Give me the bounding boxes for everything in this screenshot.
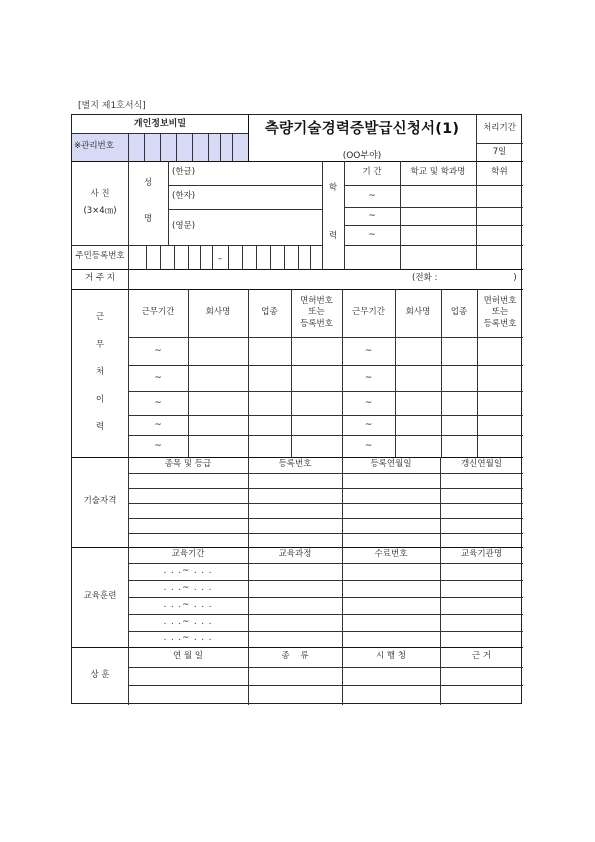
career-header-company: 회사명 bbox=[405, 307, 431, 318]
address-phone-open: (전화 : bbox=[412, 273, 438, 284]
training-label: 교육훈련 bbox=[83, 591, 117, 602]
career-label-char: 력 bbox=[95, 422, 105, 433]
career-label-char: 무 bbox=[95, 339, 105, 350]
training-period-mark: . . .~ . . . bbox=[163, 633, 213, 644]
name-hanja-field[interactable]: (한자) bbox=[172, 191, 196, 202]
career-header-period: 근무기간 bbox=[352, 307, 385, 318]
training-header-certificate: 수료번호 bbox=[374, 549, 408, 560]
career-label-char: 처 bbox=[95, 367, 105, 378]
education-period-mark: ~ bbox=[368, 229, 376, 240]
award-header-type: 종 류 bbox=[281, 651, 309, 662]
career-period-mark: ~ bbox=[364, 372, 373, 383]
form-code: [별지 제1호서식] bbox=[78, 101, 146, 111]
career-period-mark: ~ bbox=[364, 397, 373, 408]
career-period-mark: ~ bbox=[364, 419, 373, 430]
career-period-mark: ~ bbox=[364, 345, 373, 356]
training-period-mark: . . .~ . . . bbox=[163, 599, 213, 610]
qualification-label: 기술자격 bbox=[83, 496, 117, 507]
education-header-school: 학교 및 학과명 bbox=[410, 167, 466, 178]
career-period-mark: ~ bbox=[154, 419, 162, 430]
education-period-mark: ~ bbox=[368, 210, 376, 221]
career-period-mark: ~ bbox=[154, 440, 162, 451]
processing-period-label: 처리기간 bbox=[483, 123, 516, 134]
name-korean-field[interactable]: (한글) bbox=[172, 167, 196, 178]
qualification-header-renewal-date: 갱신연월일 bbox=[460, 459, 503, 470]
address-label: 거 주 지 bbox=[84, 273, 116, 284]
qualification-header-reg-date: 등록연월일 bbox=[370, 459, 412, 470]
photo-label: 사 진 bbox=[90, 189, 110, 200]
career-period-mark: ~ bbox=[154, 345, 162, 356]
qualification-header-reg-number: 등록번호 bbox=[278, 459, 312, 470]
education-label-top: 학 bbox=[328, 183, 338, 194]
career-label bbox=[72, 289, 128, 457]
award-header-basis: 근 거 bbox=[471, 651, 492, 662]
training-period-mark: . . .~ . . . bbox=[163, 565, 213, 576]
management-number-label: ※관리번호 bbox=[74, 141, 114, 152]
career-label-char: 이 bbox=[95, 394, 105, 405]
processing-period-value: 7일 bbox=[492, 147, 507, 158]
education-label-bottom: 력 bbox=[328, 231, 338, 242]
form-subtitle: (OO부야) bbox=[342, 150, 382, 161]
name-label-top: 성 bbox=[143, 178, 153, 189]
career-label-char: 근 bbox=[95, 312, 105, 323]
form-title: 측량기술경력증발급신청서(1) bbox=[264, 121, 460, 138]
name-english-field[interactable]: (영문) bbox=[172, 221, 196, 232]
career-header-industry: 업종 bbox=[261, 307, 278, 318]
training-header-period: 교육기간 bbox=[171, 549, 205, 560]
career-period-mark: ~ bbox=[364, 440, 373, 451]
resident-number-label: 주민등록번호 bbox=[75, 251, 125, 262]
award-header-issuer: 시 행 청 bbox=[375, 651, 407, 662]
career-header-period: 근무기간 bbox=[141, 307, 175, 318]
career-header-industry: 업종 bbox=[450, 307, 468, 318]
career-header-company: 회사명 bbox=[205, 307, 231, 318]
resident-number-separator: – bbox=[217, 254, 223, 265]
award-label: 상 훈 bbox=[90, 670, 110, 681]
career-header-license: 면허번호 또는 등록번호 bbox=[300, 295, 333, 329]
award-header-date: 연 월 일 bbox=[172, 651, 204, 662]
education-period-mark: ~ bbox=[368, 190, 376, 201]
career-period-mark: ~ bbox=[154, 397, 162, 408]
qualification-header-type: 종목 및 등급 bbox=[164, 459, 212, 470]
career-header-license: 면허번호 또는 등록번호 bbox=[483, 295, 517, 329]
photo-size: (3×4㎝) bbox=[83, 205, 117, 216]
training-period-mark: . . .~ . . . bbox=[163, 616, 213, 627]
photo-area bbox=[72, 161, 128, 245]
training-period-mark: . . .~ . . . bbox=[163, 582, 213, 593]
career-period-mark: ~ bbox=[154, 372, 162, 383]
privacy-label: 개인정보비밀 bbox=[133, 118, 187, 129]
education-header-period: 기 간 bbox=[362, 167, 382, 178]
name-label-bottom: 명 bbox=[143, 214, 153, 225]
address-phone-close: ) bbox=[513, 273, 517, 284]
training-header-institution: 교육기관명 bbox=[460, 549, 503, 560]
education-header-degree: 학위 bbox=[491, 167, 508, 178]
training-header-course: 교육과정 bbox=[278, 549, 312, 560]
application-form bbox=[71, 114, 522, 704]
